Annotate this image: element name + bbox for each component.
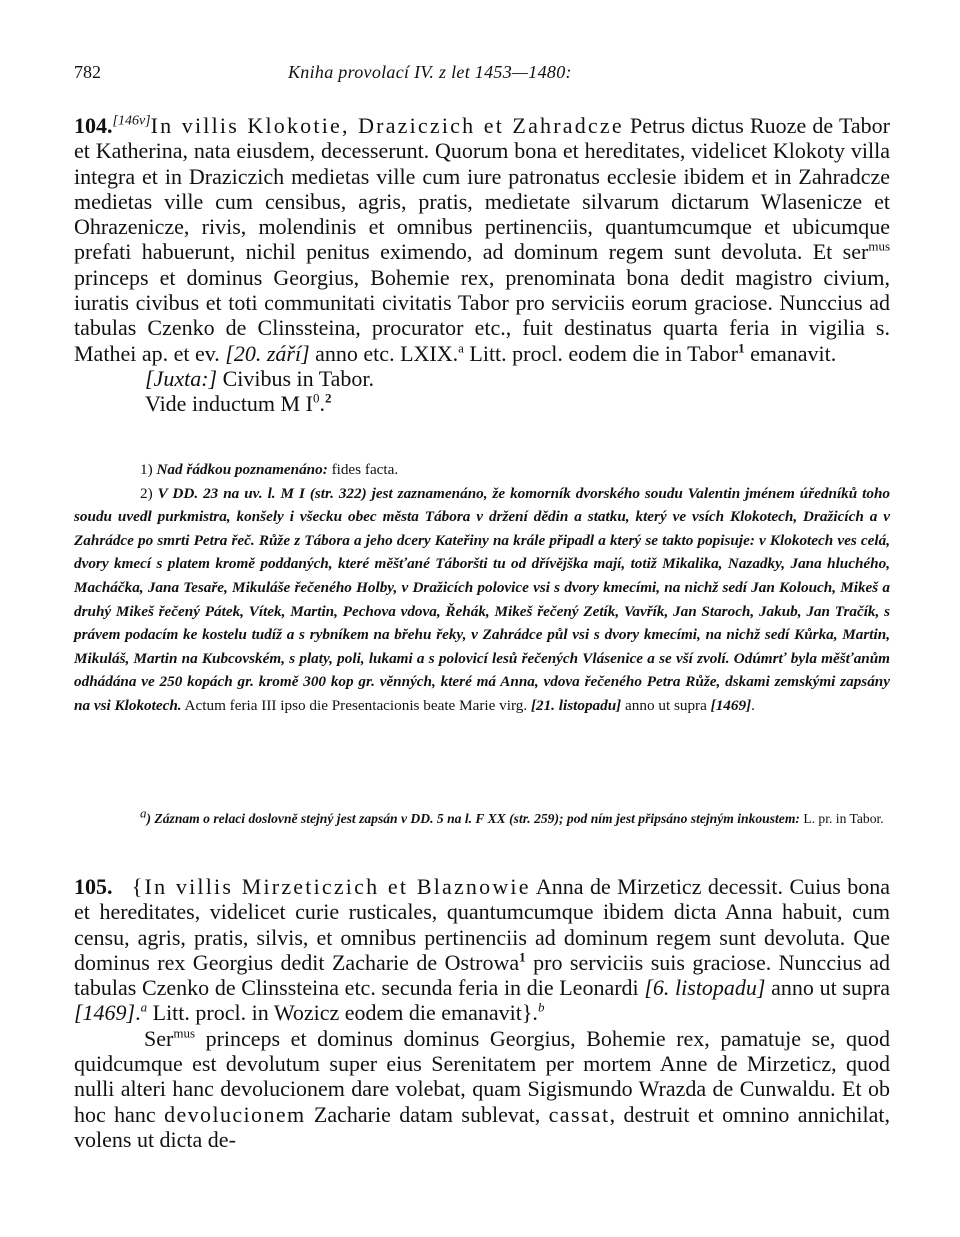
entry-text: pro serviciis suis graciose. Nunccius ad tabulas Czenko de Clinssteina etc. secunda feria in die Leonardi <box>74 949 890 1001</box>
footnote-text: . <box>751 696 755 714</box>
entry-text: Zacharie datam sublevat, <box>305 1101 549 1127</box>
folio-mark: [146v] <box>112 113 151 129</box>
footnote-mark: 2) <box>140 484 153 502</box>
entry-number: 105. <box>74 874 113 899</box>
superscript: mus <box>868 239 890 255</box>
footnote-text: anno ut supra <box>621 696 711 714</box>
vide-text: Vide inductum M I <box>145 391 313 417</box>
entry-105-paragraph <box>74 874 890 1026</box>
entry-text: anno ut supra <box>765 975 890 1001</box>
entry-text: princeps et dominus dominus Georgius, Bohemie rex, pamatuje se, quod quidcumque est devolutum super eius Serenitatem per mortem Anne de Mirzeticz, quod nulli alteri hanc devolucionem dare volebat, quam Sigismundo Wrazda de Cunwaldu. Et ob hoc hanc <box>74 1025 890 1127</box>
juxta-line <box>74 366 890 391</box>
date-note: [21. listopadu] <box>530 696 622 714</box>
spaced-word: devolucionem <box>164 1101 306 1127</box>
note-mark: 1 <box>738 340 745 356</box>
entry-lead: In villis Klokotie, Draziczich et Zahradcze <box>150 113 624 138</box>
note-mark: 2 <box>324 390 332 406</box>
footnote-text: fides facta. <box>327 461 399 478</box>
running-head <box>74 62 890 86</box>
entry-text: . <box>135 1000 141 1026</box>
year-note: [1469] <box>74 1000 136 1026</box>
note-mark: b <box>537 1000 545 1016</box>
footnote-mark: 1) <box>140 461 153 478</box>
footnote-italic: Nad řádkou poznamenáno: <box>156 461 328 478</box>
entry-104-paragraph <box>74 113 890 366</box>
vide-line <box>74 391 890 416</box>
entry-text: Petrus dictus Ruoze de Tabor et Katherina, nata eiusdem, decesserunt. Quorum bona et hereditates, videlicet Klokoty villa integra et in Draziczich medietas ville cum iure patronatus ecclesie ibidem et in Zahradcze medietas ville cum censibus, agris, pratis, medietate silvarum dictarum Wlasenicze et Ohrazenicze, rivis, molendinis et omnibus pertinenciis, quantumcumque et ubicumque prefati habuerunt, nichil penitus eximendo, ad dominum regem sunt devoluta. Et ser <box>74 113 890 265</box>
entry-text: emanavit. <box>744 340 837 366</box>
entry-text: , destruit et omnino annichilat, volens ut dicta de- <box>74 1101 890 1152</box>
superscript: 0 <box>312 390 320 406</box>
entry-text: princeps et dominus Georgius, Bohemie rex, prenominata bona dedit magistro civium, iuratis civibus et toti communitati civitatis Tabor pro serviciis eorum graciose. Nunccius ad tabulas Czenko de Clinssteina, procurator etc., fuit destinatus quarta feria in vigilia s. Mathei ap. et ev. <box>74 264 890 366</box>
superscript: mus <box>173 1025 195 1041</box>
footnote-text: Actum feria III ipso die Presentacionis beate Marie virg. <box>181 696 531 714</box>
footnote-1 <box>74 458 890 482</box>
date-note: [6. listopadu] <box>644 975 766 1001</box>
note-mark: 1 <box>519 949 526 965</box>
note-mark: a <box>140 805 147 821</box>
entry-number: 104. <box>74 113 113 138</box>
entry-text: anno etc. LXIX. <box>309 340 459 366</box>
apparatus-paragraph <box>74 805 890 830</box>
spaced-word: cassat <box>548 1101 610 1127</box>
page-number: 782 <box>74 62 101 82</box>
entry-text: Anna de Mirzeticz decessit. Cuius bona et hereditates, videlicet curie rusticales, quantumcumque ibidem dicta Anna habuit, cum censu, agris, pratis, silvis, et omnibus pertinenciis ad dominum regem sunt devoluta. Que dominus rex Georgius dedit Zacharie de Ostrowa <box>74 874 890 975</box>
note-mark: a <box>458 340 464 356</box>
juxta-text: Civibus in Tabor. <box>217 365 375 391</box>
footnote-2 <box>74 482 890 718</box>
apparatus-text: L. pr. in Tabor. <box>799 811 884 826</box>
entry-text: Litt. procl. eodem die in Tabor <box>463 340 739 366</box>
note-mark: a <box>140 1000 148 1016</box>
date-note: [20. září] <box>225 340 310 366</box>
entry-105 <box>74 874 890 1152</box>
footnotes-104 <box>74 458 890 718</box>
year-note: [1469] <box>710 696 752 714</box>
apparatus-note-a <box>74 805 890 830</box>
entry-105-paragraph-2 <box>74 1026 890 1152</box>
entry-text: Litt. procl. in Wozicz eodem die emanavit}. <box>147 1000 538 1026</box>
entry-text: Ser <box>144 1025 174 1051</box>
entry-lead: {In villis Mirzeticzich et Blaznowie <box>131 874 531 899</box>
entry-104 <box>74 113 890 417</box>
footnote-italic: V DD. 23 na uv. l. M I (str. 322) jest zaznamenáno, že komorník dvorského soudu Valentin jménem úředníků toho soudu uvedl purkmistra, konšely i všecku obec města Tábora v držení dědin a statku, který ve vsích Klokotech, Dražicích a v Zahrádce po smrti Petra řeč. Růže z Tábora a jeho dcery Kateřiny na krále připadl a který se takto popisuje: v Klokotech ves celá, dvory kmecí s platem kromě poddaných, které měšťané Táboršti tu od dřívějška mají, totiž Mikalika, Nazadky, Jana hluchého, Macháčka, Jana Tesaře, Mikuláše řečeného Holby, v Dražicích polovice vsi s dvory kmecími, na nichž sedí Jan Kolouch, Mikeš a druhý Mikeš řečený Pátek, Vítek, Martin, Pechova vdova, Řehák, Mikeš řečený Zetík, Vavřík, Jan Staroch, Jakub, Jan Tračík, s právem podacím ke kostelu tudíž a s rybníkem na břehu řeky, v Zahrádce půl vsi s dvory kmecími, na nichž sedí Kůrka, Martin, Mikuláš, Martin na Kubcovském, s platy, poli, lukami a s polovicí lesů řečených Vlásenice a se vší zvolí. Odúmrť byla měšťanům odhádána ve 250 kopách gr. kromě 300 kop gr. věnných, které má Anna, vdova řečeného Petra Růže, dskami zemskými zapsány na vsi Klokotech. <box>74 484 890 714</box>
juxta-label: [Juxta:] <box>145 365 218 391</box>
vide-end: . <box>319 391 325 417</box>
apparatus-italic: ) Záznam o relaci doslovně stejný jest zapsán v DD. 5 na l. F XX (str. 259); pod ním jest připsáno stejným inkoustem: <box>146 811 800 826</box>
running-title: Kniha provolací IV. z let 1453—1480: <box>288 62 572 82</box>
